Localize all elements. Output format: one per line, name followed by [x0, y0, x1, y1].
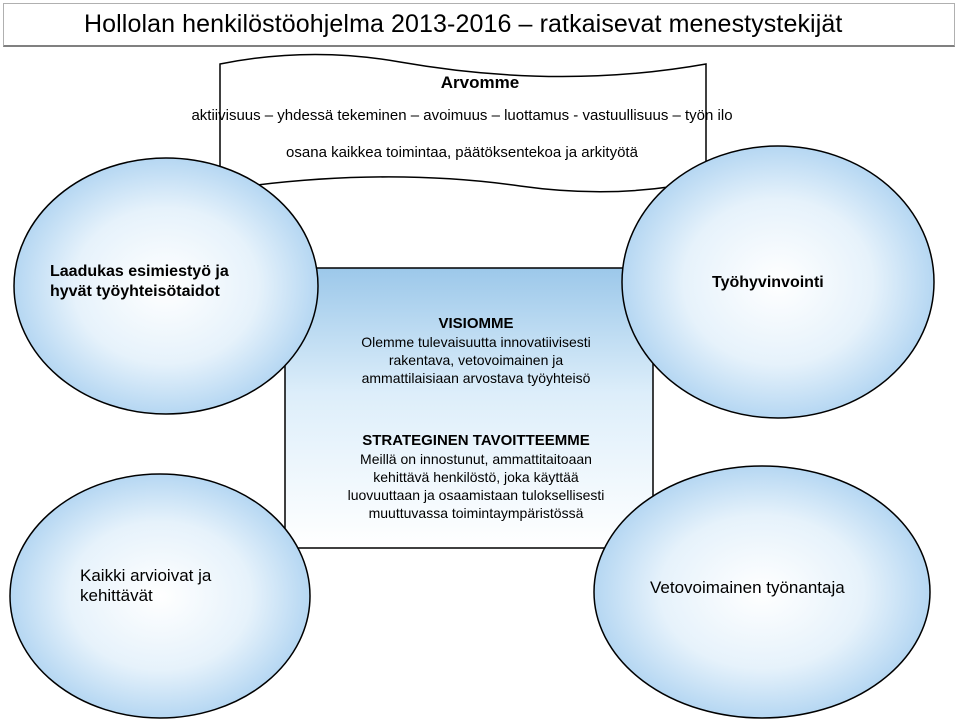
circle-top-left-label	[50, 262, 229, 302]
strategy-line: Meillä on innostunut, ammattitaitoaan	[360, 451, 592, 467]
vision-line: Olemme tulevaisuutta innovatiivisesti	[361, 334, 591, 350]
circle-label-line: Työhyvinvointi	[712, 274, 824, 291]
circle-top-right-label	[712, 273, 824, 293]
circle-label-line: Vetovoimainen työnantaja	[650, 578, 845, 597]
page-title: Hollolan henkilöstöohjelma 2013-2016 – ratkaisevat menestystekijät	[84, 10, 843, 38]
strategy-block	[300, 431, 652, 522]
values-list: aktiivisuus – yhdessä tekeminen – avoimuus – luottamus - vastuullisuus – työn ilo	[191, 107, 733, 124]
circle-bottom-left-label	[80, 566, 211, 606]
vision-block	[300, 314, 652, 387]
circle-bottom-right-label	[650, 578, 845, 598]
title-bar	[3, 3, 955, 47]
vision-line: ammattilaisiaan arvostava työyhteisö	[361, 370, 591, 386]
vision-heading: VISIOMME	[438, 315, 514, 332]
strategy-line: luovuuttaan ja osaamistaan tuloksellisesti	[347, 487, 605, 503]
circle-label-line: hyvät työyhteisötaidot	[50, 283, 220, 300]
circle-label-line: Laadukas esimiestyö ja	[50, 263, 229, 280]
strategy-line: muuttuvassa toimintaympäristössä	[368, 505, 584, 521]
circle-label-line: Kaikki arvioivat ja	[80, 566, 212, 585]
circle-label-line: kehittävät	[80, 586, 153, 605]
strategy-heading: STRATEGINEN TAVOITTEEMME	[362, 432, 590, 449]
strategy-line: kehittävä henkilöstö, joka käyttää	[373, 469, 579, 485]
values-context: osana kaikkea toimintaa, päätöksentekoa ja arkityötä	[286, 144, 638, 161]
values-heading: Arvomme	[440, 73, 520, 92]
vision-line: rakentava, vetovoimainen ja	[388, 352, 564, 368]
